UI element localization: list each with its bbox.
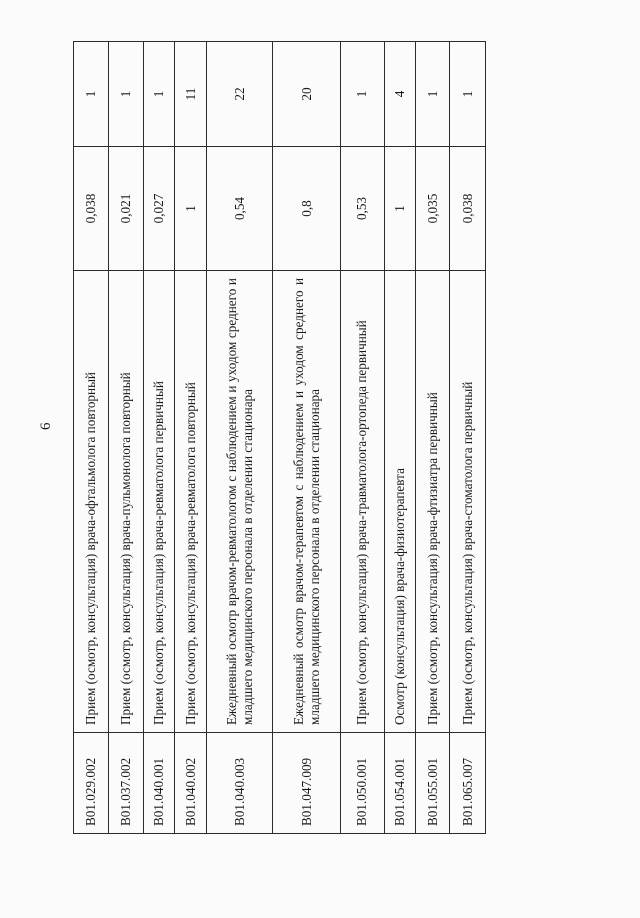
frequency-coefficient: 0,8 (273, 147, 340, 271)
frequency-coefficient: 0,53 (340, 147, 384, 271)
service-code: B01.047.009 (273, 733, 340, 834)
service-code: B01.055.001 (416, 733, 450, 834)
table-row (340, 42, 384, 834)
table-row (273, 42, 340, 834)
multiplicity: 1 (143, 42, 175, 147)
service-code: B01.040.001 (143, 733, 175, 834)
multiplicity: 1 (74, 42, 109, 147)
frequency-coefficient: 0,038 (450, 147, 486, 271)
table-row (74, 42, 109, 834)
services-table (73, 41, 486, 834)
frequency-coefficient: 0,035 (416, 147, 450, 271)
service-name: Прием (осмотр, консультация) врача-фтизиатра первичный (416, 271, 450, 733)
frequency-coefficient: 0,027 (143, 147, 175, 271)
service-name: Прием (осмотр, консультация) врача-травматолога-ортопеда первичный (340, 271, 384, 733)
multiplicity: 11 (175, 42, 207, 147)
table-row (206, 42, 272, 834)
multiplicity: 1 (108, 42, 143, 147)
service-code: B01.037.002 (108, 733, 143, 834)
service-code: B01.040.003 (206, 733, 272, 834)
service-code: B01.029.002 (74, 733, 109, 834)
frequency-coefficient: 1 (384, 147, 416, 271)
multiplicity: 1 (416, 42, 450, 147)
service-name: Прием (осмотр, консультация) врача-пульмонолога повторный (108, 271, 143, 733)
service-name: Прием (осмотр, консультация) врача-офтальмолога повторный (74, 271, 109, 733)
page-number: 6 (38, 422, 54, 430)
service-code: B01.040.002 (175, 733, 207, 834)
multiplicity: 4 (384, 42, 416, 147)
rotated-table-wrapper (73, 42, 486, 834)
table-row (108, 42, 143, 834)
service-code: B01.050.001 (340, 733, 384, 834)
service-name: Ежедневный осмотр врачом-терапевтом с наблюдением и уходом среднего и младшего медицинского персонала в отделении стационара (273, 271, 340, 733)
multiplicity: 1 (450, 42, 486, 147)
table-row (416, 42, 450, 834)
table-row (450, 42, 486, 834)
service-name: Ежедневный осмотр врачом-ревматологом с наблюдением и уходом среднего и младшего медицинского персонала в отделении стационара (206, 271, 272, 733)
multiplicity: 22 (206, 42, 272, 147)
table-row (143, 42, 175, 834)
service-name: Прием (осмотр, консультация) врача-стоматолога первичный (450, 271, 486, 733)
frequency-coefficient: 0,021 (108, 147, 143, 271)
multiplicity: 20 (273, 42, 340, 147)
service-name: Прием (осмотр, консультация) врача-ревматолога первичный (143, 271, 175, 733)
frequency-coefficient: 0,038 (74, 147, 109, 271)
table-row (175, 42, 207, 834)
service-code: B01.065.007 (450, 733, 486, 834)
multiplicity: 1 (340, 42, 384, 147)
service-name: Осмотр (консультация) врача-физиотерапевта (384, 271, 416, 733)
frequency-coefficient: 0,54 (206, 147, 272, 271)
service-code: B01.054.001 (384, 733, 416, 834)
table-row (384, 42, 416, 834)
frequency-coefficient: 1 (175, 147, 207, 271)
service-name: Прием (осмотр, консультация) врача-ревматолога повторный (175, 271, 207, 733)
